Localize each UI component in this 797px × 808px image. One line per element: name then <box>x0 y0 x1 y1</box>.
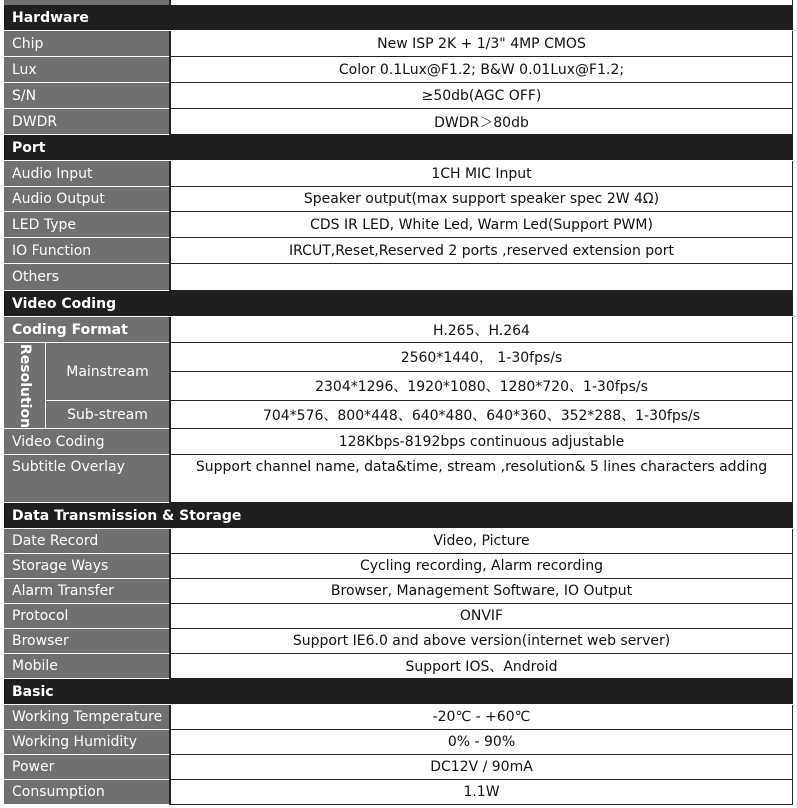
value-led-type: CDS IR LED, White Led, Warm Led(Support PWM) <box>169 212 793 238</box>
label-browser: Browser <box>4 629 169 654</box>
value-mobile: Support IOS、Android <box>169 654 793 679</box>
label-dwdr: DWDR <box>4 109 169 135</box>
value-coding-format: H.265、H.264 <box>169 317 793 343</box>
row-resolution <box>4 343 793 429</box>
value-audio-output: Speaker output(max support speaker spec 2W 4Ω) <box>169 187 793 212</box>
value-audio-input: 1CH MIC Input <box>169 161 793 187</box>
label-lux: Lux <box>4 57 169 83</box>
row-chip <box>4 31 793 57</box>
label-date-record: Date Record <box>4 529 169 554</box>
row-working-humidity <box>4 730 793 755</box>
row-audio-input <box>4 161 793 187</box>
label-chip: Chip <box>4 31 169 57</box>
value-protocol: ONVIF <box>169 604 793 629</box>
row-consumption <box>4 780 793 805</box>
row-protocol <box>4 604 793 629</box>
label-others: Others <box>4 264 169 291</box>
label-working-temperature: Working Temperature <box>4 705 169 730</box>
label-io-function: IO Function <box>4 238 169 264</box>
spec-table <box>4 0 793 808</box>
value-others <box>169 264 793 291</box>
row-sn <box>4 83 793 109</box>
row-date-record <box>4 529 793 554</box>
value-working-humidity: 0% - 90% <box>169 730 793 755</box>
value-io-function: IRCUT,Reset,Reserved 2 ports ,reserved extension port <box>169 238 793 264</box>
row-others <box>4 264 793 291</box>
value-substream: 704*576、800*448、640*480、640*360、352*288、1-30fps/s <box>169 401 793 429</box>
label-mainstream: Mainstream <box>46 343 169 401</box>
section-video-coding: Video Coding <box>4 291 793 317</box>
value-date-record: Video, Picture <box>169 529 793 554</box>
label-alarm-transfer: Alarm Transfer <box>4 579 169 604</box>
row-coding-format <box>4 317 793 343</box>
value-dwdr: DWDR＞80db <box>169 109 793 135</box>
label-consumption: Consumption <box>4 780 169 805</box>
label-resolution <box>4 343 46 429</box>
row-working-temperature <box>4 705 793 730</box>
value-chip: New ISP 2K + 1/3" 4MP CMOS <box>169 31 793 57</box>
value-consumption: 1.1W <box>169 780 793 805</box>
label-substream: Sub-stream <box>46 401 169 429</box>
section-hardware: Hardware <box>4 5 793 31</box>
label-power: Power <box>4 755 169 780</box>
row-mobile <box>4 654 793 679</box>
label-storage-ways: Storage Ways <box>4 554 169 579</box>
row-dwdr <box>4 109 793 135</box>
label-coding-format: Coding Format <box>4 317 169 343</box>
section-data-transmission: Data Transmission & Storage <box>4 503 793 529</box>
label-audio-input: Audio Input <box>4 161 169 187</box>
value-video-coding: 128Kbps-8192bps continuous adjustable <box>169 429 793 455</box>
row-audio-output <box>4 187 793 212</box>
label-led-type: LED Type <box>4 212 169 238</box>
value-working-temperature: -20℃ - +60℃ <box>169 705 793 730</box>
label-sn: S/N <box>4 83 169 109</box>
label-video-coding: Video Coding <box>4 429 169 455</box>
section-port: Port <box>4 135 793 161</box>
label-resolution-text: Resolution <box>16 343 33 428</box>
row-power <box>4 755 793 780</box>
row-video-coding <box>4 429 793 455</box>
row-browser <box>4 629 793 654</box>
value-mainstream-2: 2304*1296、1920*1080、1280*720、1-30fps/s <box>169 372 793 401</box>
label-mobile: Mobile <box>4 654 169 679</box>
section-basic: Basic <box>4 679 793 705</box>
value-subtitle-overlay: Support channel name, data&time, stream ,resolution& 5 lines characters adding <box>169 455 793 503</box>
value-alarm-transfer: Browser, Management Software, IO Output <box>169 579 793 604</box>
row-storage-ways <box>4 554 793 579</box>
row-led-type <box>4 212 793 238</box>
row-subtitle-overlay <box>4 455 793 503</box>
value-lux: Color 0.1Lux@F1.2; B&W 0.01Lux@F1.2; <box>169 57 793 83</box>
label-subtitle-overlay: Subtitle Overlay <box>4 455 169 503</box>
label-protocol: Protocol <box>4 604 169 629</box>
label-working-humidity: Working Humidity <box>4 730 169 755</box>
value-browser: Support IE6.0 and above version(internet web server) <box>169 629 793 654</box>
value-storage-ways: Cycling recording, Alarm recording <box>169 554 793 579</box>
value-power: DC12V / 90mA <box>169 755 793 780</box>
row-lux <box>4 57 793 83</box>
row-alarm-transfer <box>4 579 793 604</box>
row-io-function <box>4 238 793 264</box>
value-mainstream-1: 2560*1440， 1-30fps/s <box>169 343 793 372</box>
label-audio-output: Audio Output <box>4 187 169 212</box>
value-sn: ≥50db(AGC OFF) <box>169 83 793 109</box>
